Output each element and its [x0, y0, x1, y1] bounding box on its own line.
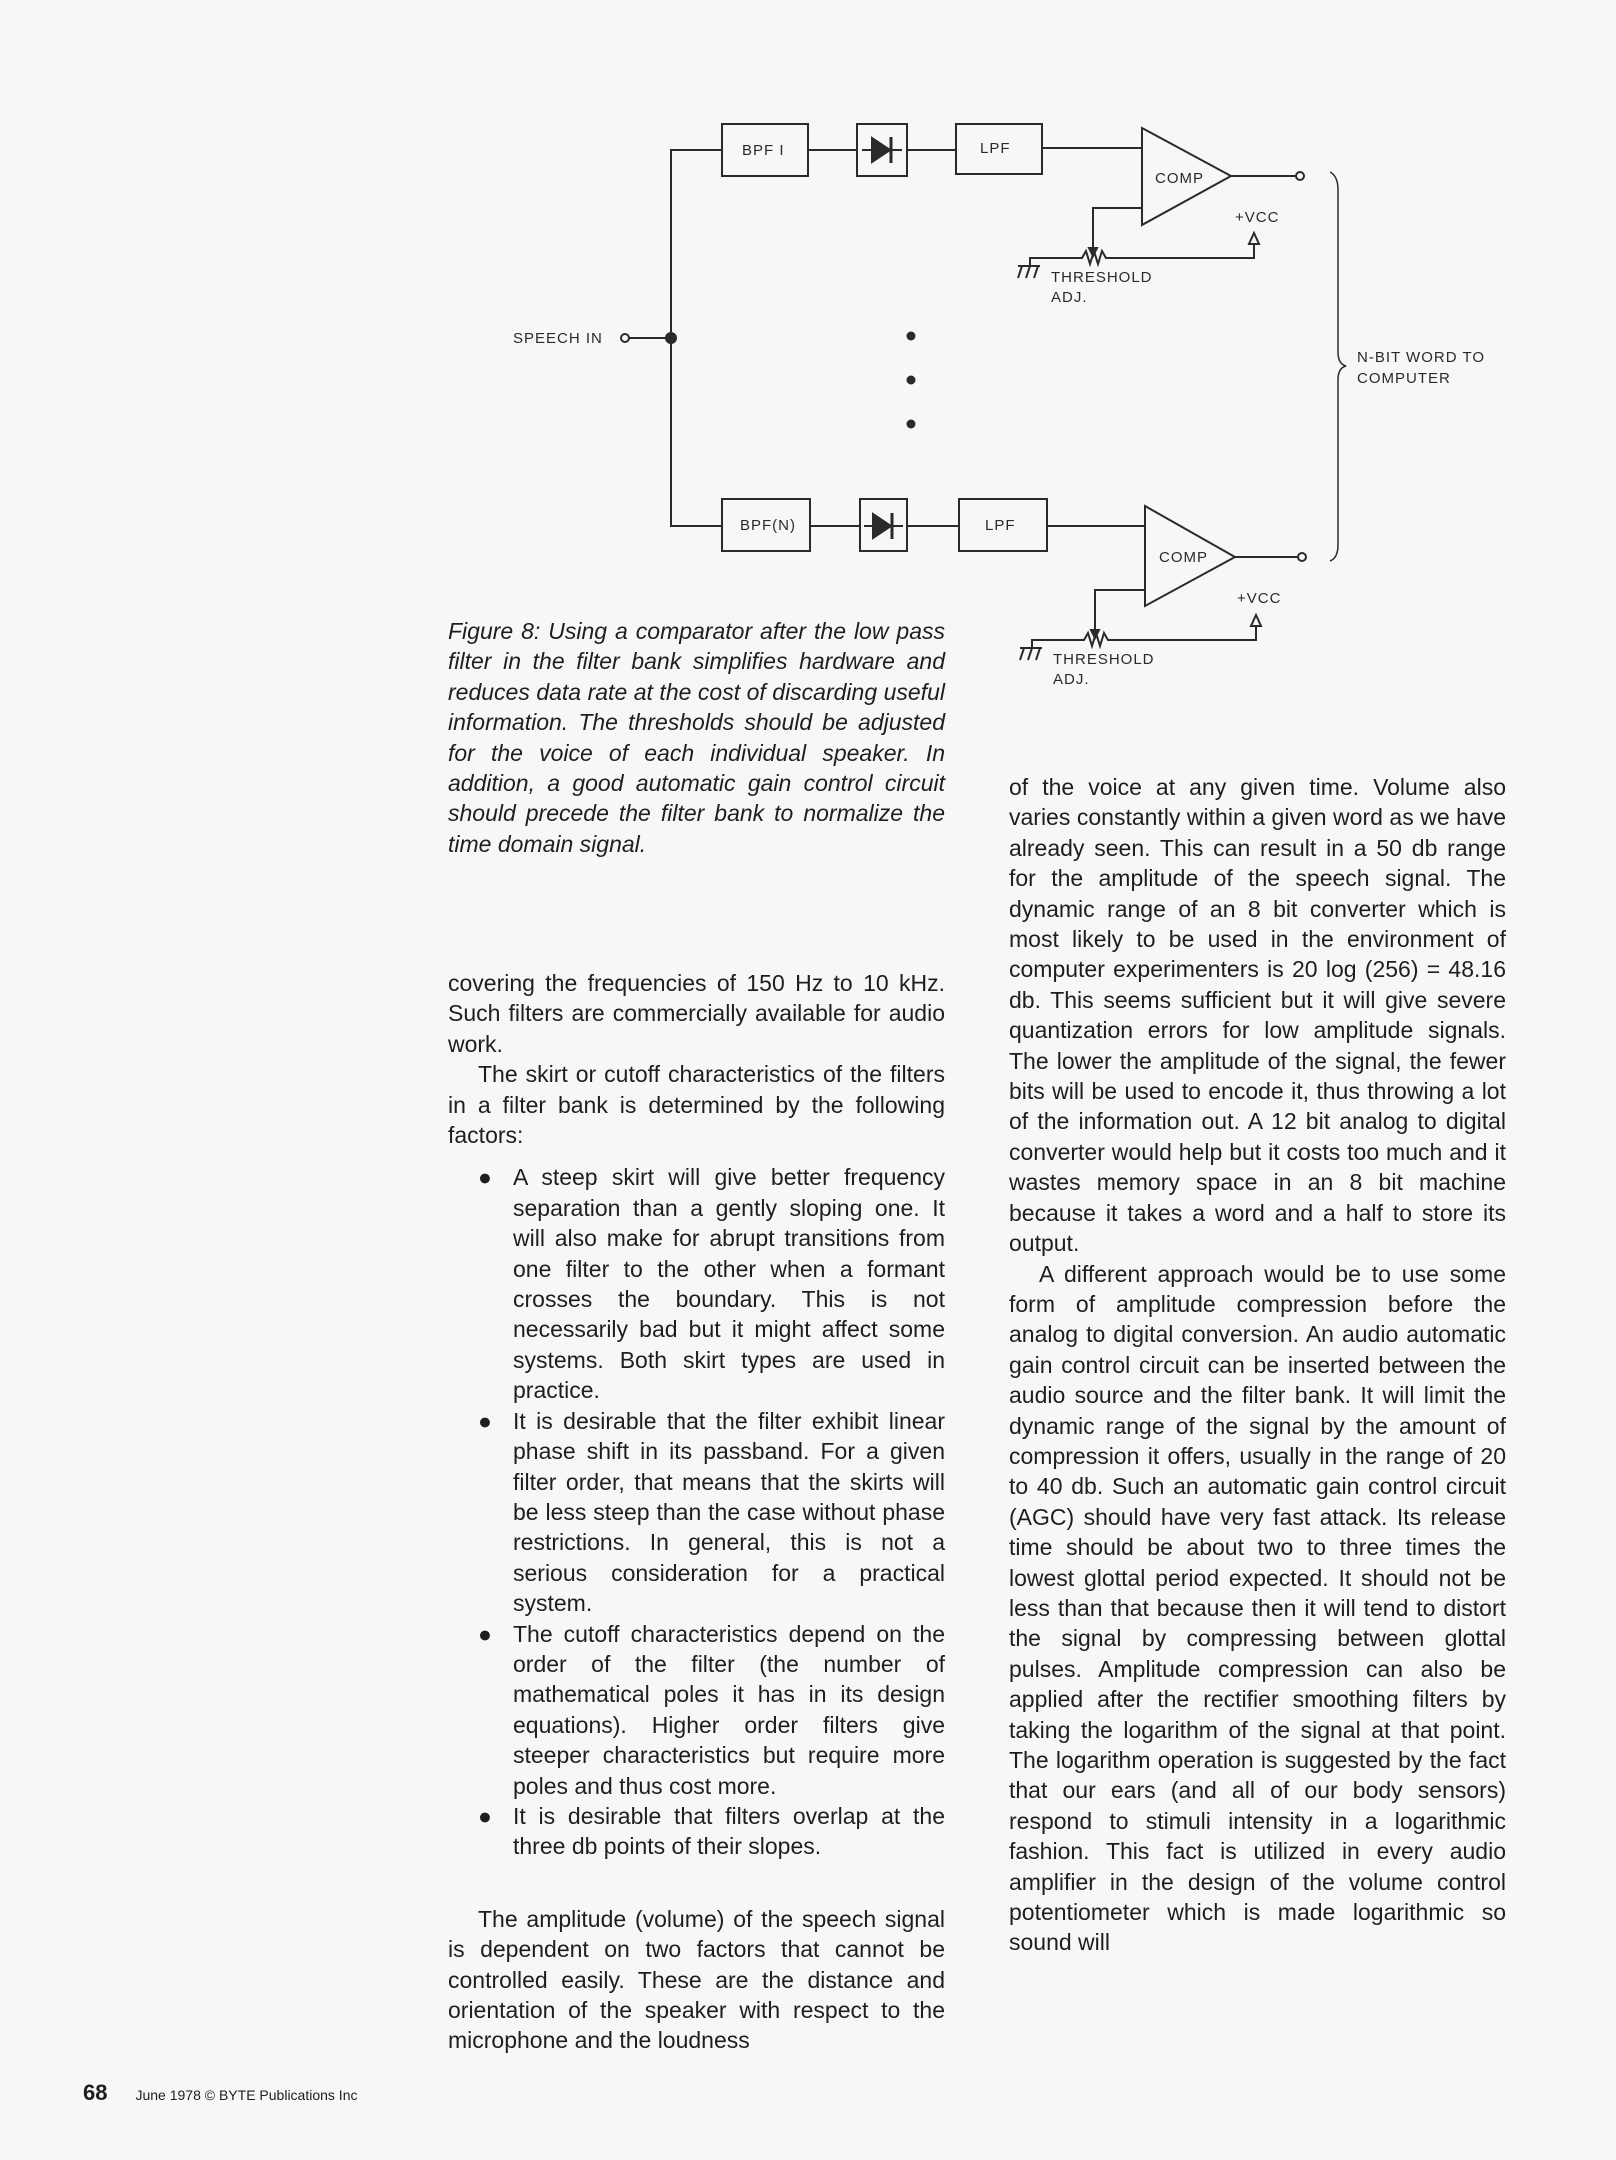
vcc-n-label: +VCC [1237, 590, 1282, 607]
lpf-1-label: LPF [980, 140, 1011, 157]
bullet-icon: ● [478, 1164, 492, 1191]
left-column [448, 968, 945, 2056]
paragraph: covering the frequencies of 150 Hz to 10 kHz. Such filters are commercially available for audio work. [448, 970, 945, 1057]
threshold-1-label: THRESHOLD [1051, 269, 1153, 286]
output-terminal-1 [1296, 172, 1304, 180]
output-label-line2: COMPUTER [1357, 370, 1451, 387]
bullet-icon: ● [478, 1407, 492, 1434]
bpf-n-label: BPF(N) [740, 517, 796, 534]
vcc-arrow-icon [1251, 615, 1261, 626]
diode-icon [864, 513, 903, 539]
list-item [478, 1406, 945, 1619]
lpf-n-label: LPF [985, 517, 1016, 534]
input-bus [671, 150, 722, 526]
bullet-icon: ● [478, 1620, 492, 1647]
comp-1-label: COMP [1155, 170, 1204, 187]
vcc-1-label: +VCC [1235, 209, 1280, 226]
output-brace [1330, 172, 1346, 561]
ellipsis-dot [908, 333, 915, 340]
list-item [478, 1162, 945, 1405]
output-label-line1: N-BIT WORD TO [1357, 349, 1486, 366]
list-item-text: It is desirable that filters overlap at the three db points of their slopes. [513, 1802, 945, 1860]
ground-icon [1020, 648, 1042, 660]
threshold-n-label: THRESHOLD [1053, 651, 1155, 668]
paragraph: A different approach would be to use some form of amplitude compression before the analog to digital conversion. An audio automatic gain control circuit can be inserted between the audio source and the filter bank. It will limit the dynamic range of the signal by the amount of compression it offers, usually in the range of 20 to 40 db. Such an automatic gain control circuit (AGC) should have very fast attack. Its release time should be about two to three times the lowest glottal period expected. It should not be less than that because then it will tend to distort the signal by compressing between glottal pulses. Amplitude compression can also be applied after the rectifier smoothing filters by taking the logarithm of the signal at that point. The logarithm operation is suggested by the fact that our ears (and all of our body sensors) respond to stimuli intensity in a logarithmic fashion. This fact is utilized in every audio amplifier in the design of the volume control potentiometer which is made logarithmic so sound will [1009, 1260, 1506, 1956]
output-terminal-n [1298, 553, 1306, 561]
figure-caption: Figure 8: Using a comparator after the low pass filter in the filter bank simplifies hardware and reduces data rate at the cost of discarding useful information. The thresholds should be adjusted for the voice of each individual speaker. In addition, a good automatic gain control circuit should precede the filter bank to normalize the time domain signal. [448, 618, 945, 857]
footer-credit: June 1978 © BYTE Publications Inc [135, 2087, 358, 2103]
paragraph: of the voice at any given time. Volume also varies constantly within a given word as we have already seen. This can result in a 50 db range for the amplitude of the speech signal. The dynamic range of an 8 bit converter which is most likely to be used in the environment of computer experimenters is 20 log (256) = 48.16 db. This seems sufficient but it will give severe quantization errors for low amplitude signals. The lower the amplitude of the signal, the fewer bits will be used to encode it, thus throwing a lot of the information out. A 12 bit analog to digital converter would help but it costs too much and it wastes memory space in an 8 bit machine because it takes a word and a half to store its output. [1009, 774, 1506, 1257]
page-number: 68 [83, 2080, 108, 2105]
speech-in-terminal [621, 334, 629, 342]
adj-n-label: ADJ. [1053, 671, 1090, 688]
ellipsis-dot [908, 421, 915, 428]
list-item [478, 1801, 945, 1862]
threshold-potentiometer-n [1032, 626, 1256, 648]
diode-icon [862, 137, 902, 163]
adj-1-label: ADJ. [1051, 289, 1088, 306]
list-item-text: A steep skirt will give better frequency separation than a gently sloping one. It will also make for abrupt transitions from one filter to the other when a formant crosses the boundary. This is not necessarily bad but it might affect some systems. Both skirt types are used in practice. [513, 1164, 945, 1404]
ground-icon [1018, 266, 1040, 278]
page-footer [83, 2080, 357, 2106]
paragraph: The amplitude (volume) of the speech signal is dependent on two factors that cannot be controlled easily. These are the distance and orientation of the speaker with respect to the microphone and the loudness [448, 1905, 945, 2054]
channel-1 [722, 124, 1304, 306]
right-column [1009, 772, 1506, 1958]
ellipsis-dot [908, 377, 915, 384]
bpf-1-label: BPF I [742, 142, 785, 159]
paragraph: The skirt or cutoff characteristics of the filters in a filter bank is determined by the following factors: [448, 1061, 945, 1149]
list-item-text: The cutoff characteristics depend on the order of the filter (the number of mathematical poles it has in its design equations). Higher order filters give steeper characteristics but require more poles and thus cost more. [513, 1620, 945, 1799]
comp-n-label: COMP [1159, 549, 1208, 566]
list-item [478, 1619, 945, 1801]
bullet-icon: ● [478, 1802, 492, 1829]
threshold-potentiometer-1 [1030, 244, 1254, 266]
list-item-text: It is desirable that the filter exhibit linear phase shift in its passband. For a given filter order, that means that the skirts will be less steep than the case without phase restrictions. In general, this is not a serious consideration for a practical system. [513, 1407, 945, 1617]
filter-bank-diagram [0, 0, 1616, 720]
speech-in-label: SPEECH IN [513, 330, 603, 347]
factor-list [448, 1162, 945, 1861]
vcc-arrow-icon [1249, 233, 1259, 244]
